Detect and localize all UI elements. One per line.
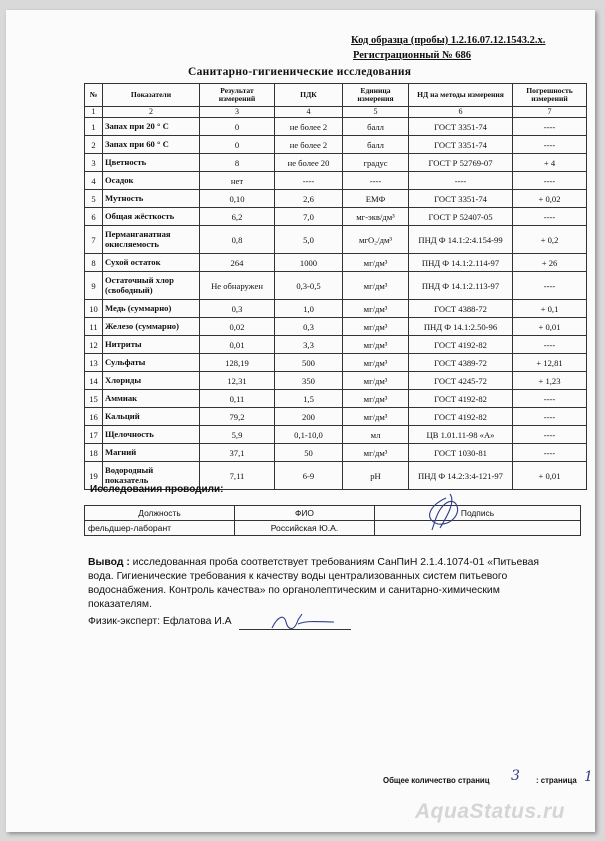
indicator-name: Нитриты xyxy=(103,336,200,354)
pdk-value: не более 2 xyxy=(275,118,343,136)
method-value: ГОСТ Р 52769-07 xyxy=(409,154,513,172)
method-value: ГОСТ 3351-74 xyxy=(409,136,513,154)
indicator-name: Щелочность xyxy=(103,426,200,444)
pdk-value: 5,0 xyxy=(275,226,343,254)
handwritten-signature-2 xyxy=(268,610,338,636)
indicator-name: Медь (суммарно) xyxy=(103,300,200,318)
watermark: AquaStatus.ru xyxy=(415,800,566,823)
researchers-heading: Исследования проводили: xyxy=(90,484,224,495)
unit-value: мг/дм³ xyxy=(343,300,409,318)
unit-value: мг/дм³ xyxy=(343,408,409,426)
pdk-value: 1,5 xyxy=(275,390,343,408)
result-value: 264 xyxy=(200,254,275,272)
result-value: 0 xyxy=(200,136,275,154)
col-header-unit: Единица измерения xyxy=(343,84,409,107)
row-number: 17 xyxy=(85,426,103,444)
unit-value: градус xyxy=(343,154,409,172)
col-header-indicator: Показатели xyxy=(103,84,200,107)
error-value: ---- xyxy=(513,336,587,354)
error-value: + 0,01 xyxy=(513,318,587,336)
pdk-value: 0,3-0,5 xyxy=(275,272,343,300)
table-row xyxy=(85,390,587,408)
table-header-row xyxy=(85,84,587,107)
error-value: + 0,01 xyxy=(513,462,587,490)
total-pages-value: 3 xyxy=(511,768,520,784)
indicator-name: Осадок xyxy=(103,172,200,190)
error-value: ---- xyxy=(513,408,587,426)
table-row xyxy=(85,300,587,318)
row-number: 2 xyxy=(85,136,103,154)
method-value: ПНД Ф 14.1:2.113-97 xyxy=(409,272,513,300)
unit-value: мг-экв/дм³ xyxy=(343,208,409,226)
result-value: 0,8 xyxy=(200,226,275,254)
method-value: ГОСТ 4245-72 xyxy=(409,372,513,390)
table-row xyxy=(85,372,587,390)
unit-value: мг/дм³ xyxy=(343,272,409,300)
table-row xyxy=(85,172,587,190)
result-value: 0 xyxy=(200,118,275,136)
result-value: 0,02 xyxy=(200,318,275,336)
row-number: 12 xyxy=(85,336,103,354)
method-value: ГОСТ Р 52407-05 xyxy=(409,208,513,226)
unit-value: мгО₂/дм³ xyxy=(343,226,409,254)
pdk-value: не более 2 xyxy=(275,136,343,154)
col-header-error: Погрешность измерений xyxy=(513,84,587,107)
method-value: ЦВ 1.01.11-98 «А» xyxy=(409,426,513,444)
unit-value: мг/дм³ xyxy=(343,372,409,390)
unit-value: мг/дм³ xyxy=(343,336,409,354)
table-row xyxy=(85,426,587,444)
row-number: 16 xyxy=(85,408,103,426)
result-value: 5,9 xyxy=(200,426,275,444)
handwritten-signature-1 xyxy=(416,488,476,534)
method-value: ГОСТ 4192-82 xyxy=(409,408,513,426)
row-number: 4 xyxy=(85,172,103,190)
method-value: ПНД Ф 14.1:2.50-96 xyxy=(409,318,513,336)
signature-table xyxy=(84,505,581,536)
error-value: + 0,1 xyxy=(513,300,587,318)
col-header-no: № xyxy=(85,84,103,107)
row-number: 9 xyxy=(85,272,103,300)
result-value: нет xyxy=(200,172,275,190)
pdk-value: 3,3 xyxy=(275,336,343,354)
conclusion-label: Вывод : xyxy=(88,557,130,568)
error-value: + 4 xyxy=(513,154,587,172)
error-value: + 26 xyxy=(513,254,587,272)
row-number: 13 xyxy=(85,354,103,372)
conclusion-body: исследованная проба соответствует требованиям СанПиН 2.1.4.1074-01 «Питьевая вода. Гигиенические требования к качеству воды централизованных систем питьевого водоснабжения. Контроль качества» по органолептическим и санитарно-химическим показателям. xyxy=(88,557,540,610)
sig-name: Российская Ю.А. xyxy=(235,521,375,536)
pdk-value: 1000 xyxy=(275,254,343,272)
indicator-name: Аммиак xyxy=(103,390,200,408)
row-number: 7 xyxy=(85,226,103,254)
col-number: 3 xyxy=(200,107,275,118)
result-value: 0,01 xyxy=(200,336,275,354)
sig-header-name: ФИО xyxy=(235,506,375,521)
table-row xyxy=(85,136,587,154)
col-number: 5 xyxy=(343,107,409,118)
indicator-name: Мутность xyxy=(103,190,200,208)
pdk-value: 0,3 xyxy=(275,318,343,336)
error-value: ---- xyxy=(513,426,587,444)
col-header-method: НД на методы измерения xyxy=(409,84,513,107)
table-row xyxy=(85,354,587,372)
results-table xyxy=(84,83,587,490)
unit-value: мг/дм³ xyxy=(343,390,409,408)
unit-value: ---- xyxy=(343,172,409,190)
row-number: 8 xyxy=(85,254,103,272)
col-number: 6 xyxy=(409,107,513,118)
pdk-value: не более 20 xyxy=(275,154,343,172)
row-number: 1 xyxy=(85,118,103,136)
col-header-result: Результат измерений xyxy=(200,84,275,107)
indicator-name: Перманганатная окисляемость xyxy=(103,226,200,254)
column-number-row xyxy=(85,107,587,118)
result-value: 37,1 xyxy=(200,444,275,462)
error-value: ---- xyxy=(513,118,587,136)
table-row xyxy=(85,444,587,462)
indicator-name: Запах при 20 ° С xyxy=(103,118,200,136)
unit-value: мг/дм³ xyxy=(343,444,409,462)
page-label: : страница xyxy=(536,776,577,785)
unit-value: pH xyxy=(343,462,409,490)
method-value: ГОСТ 4388-72 xyxy=(409,300,513,318)
indicator-name: Хлориды xyxy=(103,372,200,390)
unit-value: мл xyxy=(343,426,409,444)
result-value: 12,31 xyxy=(200,372,275,390)
table-body xyxy=(85,118,587,490)
pdk-value: 7,0 xyxy=(275,208,343,226)
col-number: 4 xyxy=(275,107,343,118)
method-value: ГОСТ 1030-81 xyxy=(409,444,513,462)
indicator-name: Общая жёсткость xyxy=(103,208,200,226)
table-row xyxy=(85,318,587,336)
registration-number: Регистрационный № 686 xyxy=(353,50,472,61)
result-value: Не обнаружен xyxy=(200,272,275,300)
indicator-name: Запах при 60 ° С xyxy=(103,136,200,154)
indicator-name: Железо (суммарно) xyxy=(103,318,200,336)
method-value: ГОСТ 4192-82 xyxy=(409,336,513,354)
sig-header-signature: Подпись xyxy=(375,506,581,521)
row-number: 14 xyxy=(85,372,103,390)
row-number: 19 xyxy=(85,462,103,490)
method-value: ПНД Ф 14.2:3:4-121-97 xyxy=(409,462,513,490)
error-value: ---- xyxy=(513,272,587,300)
table-row xyxy=(85,208,587,226)
error-value: + 1,23 xyxy=(513,372,587,390)
result-value: 128,19 xyxy=(200,354,275,372)
sig-signature-cell xyxy=(375,521,581,536)
pdk-value: 2,6 xyxy=(275,190,343,208)
unit-value: мг/дм³ xyxy=(343,354,409,372)
pdk-value: ---- xyxy=(275,172,343,190)
pdk-value: 50 xyxy=(275,444,343,462)
sample-code: Код образца (пробы) 1.2.16.07.12.1543.2.х. xyxy=(351,35,546,46)
table-row xyxy=(85,226,587,254)
error-value: ---- xyxy=(513,208,587,226)
indicator-name: Цветность xyxy=(103,154,200,172)
indicator-name: Кальций xyxy=(103,408,200,426)
row-number: 18 xyxy=(85,444,103,462)
result-value: 0,3 xyxy=(200,300,275,318)
unit-value: мг/дм³ xyxy=(343,254,409,272)
row-number: 15 xyxy=(85,390,103,408)
result-value: 0,10 xyxy=(200,190,275,208)
error-value: + 0,02 xyxy=(513,190,587,208)
result-value: 79,2 xyxy=(200,408,275,426)
row-number: 6 xyxy=(85,208,103,226)
sig-position: фельдшер-лаборант xyxy=(85,521,235,536)
indicator-name: Магний xyxy=(103,444,200,462)
page-value: 1 xyxy=(584,769,593,785)
row-number: 5 xyxy=(85,190,103,208)
table-row xyxy=(85,154,587,172)
unit-value: мг/дм³ xyxy=(343,318,409,336)
indicator-name: Водородный показатель xyxy=(103,462,200,490)
indicator-name: Сухой остаток xyxy=(103,254,200,272)
pdk-value: 0,1-10,0 xyxy=(275,426,343,444)
sig-header-position: Должность xyxy=(85,506,235,521)
pdk-value: 350 xyxy=(275,372,343,390)
table-row xyxy=(85,408,587,426)
error-value: + 0,2 xyxy=(513,226,587,254)
conclusion-text xyxy=(88,556,566,612)
table-row xyxy=(85,272,587,300)
table-row xyxy=(85,190,587,208)
method-value: ГОСТ 3351-74 xyxy=(409,118,513,136)
pdk-value: 6-9 xyxy=(275,462,343,490)
row-number: 10 xyxy=(85,300,103,318)
error-value: ---- xyxy=(513,390,587,408)
result-value: 8 xyxy=(200,154,275,172)
indicator-name: Остаточный хлор (свободный) xyxy=(103,272,200,300)
method-value: ПНД Ф 14.1:2.114-97 xyxy=(409,254,513,272)
unit-value: балл xyxy=(343,136,409,154)
error-value: ---- xyxy=(513,172,587,190)
document-title: Санитарно-гигиенические исследования xyxy=(188,66,412,78)
method-value: ГОСТ 4389-72 xyxy=(409,354,513,372)
document-page xyxy=(6,10,595,832)
expert-line: Физик-эксперт: Ефлатова И.А xyxy=(88,616,232,627)
table-row xyxy=(85,118,587,136)
row-number: 3 xyxy=(85,154,103,172)
col-header-pdk: ПДК xyxy=(275,84,343,107)
method-value: ПНД Ф 14.1:2:4.154-99 xyxy=(409,226,513,254)
indicator-name: Сульфаты xyxy=(103,354,200,372)
table-row xyxy=(85,254,587,272)
method-value: ГОСТ 3351-74 xyxy=(409,190,513,208)
pdk-value: 200 xyxy=(275,408,343,426)
unit-value: ЕМФ xyxy=(343,190,409,208)
col-number: 1 xyxy=(85,107,103,118)
method-value: ---- xyxy=(409,172,513,190)
error-value: + 12,81 xyxy=(513,354,587,372)
result-value: 6,2 xyxy=(200,208,275,226)
result-value: 7,11 xyxy=(200,462,275,490)
error-value: ---- xyxy=(513,136,587,154)
col-number: 2 xyxy=(103,107,200,118)
total-pages-label: Общее количество страниц xyxy=(383,776,490,785)
row-number: 11 xyxy=(85,318,103,336)
method-value: ГОСТ 4192-82 xyxy=(409,390,513,408)
unit-value: балл xyxy=(343,118,409,136)
result-value: 0,11 xyxy=(200,390,275,408)
col-number: 7 xyxy=(513,107,587,118)
error-value: ---- xyxy=(513,444,587,462)
table-row xyxy=(85,336,587,354)
pdk-value: 500 xyxy=(275,354,343,372)
pdk-value: 1,0 xyxy=(275,300,343,318)
